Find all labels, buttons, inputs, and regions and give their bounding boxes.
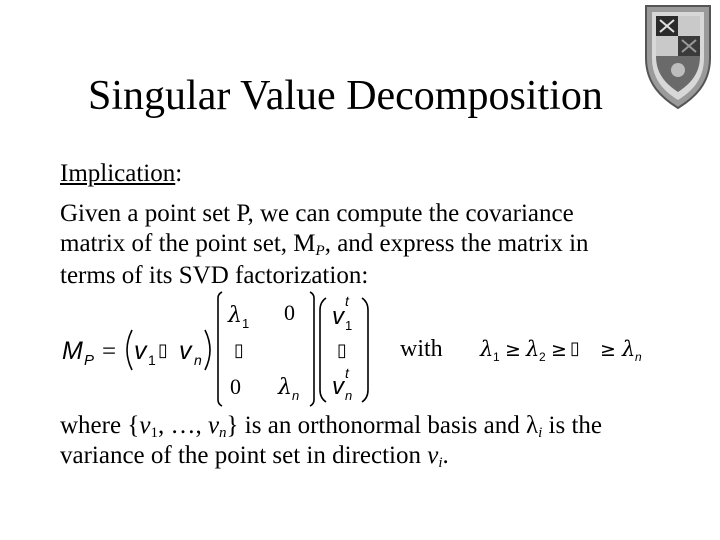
body-line-2-sub: P	[315, 243, 325, 259]
cond-lambda-n: λ	[622, 337, 636, 361]
sigma-left-bracket-bottom	[218, 400, 222, 406]
footer-line-2	[60, 440, 449, 479]
implication-heading-line	[60, 158, 182, 189]
vt-right-paren	[362, 298, 368, 402]
sigma-lambda-1-sub: 1	[242, 316, 250, 331]
geq-2: ≥	[551, 339, 567, 361]
vt-last: v	[332, 373, 344, 400]
lhs-var: M	[62, 337, 83, 365]
u-last-sub: n	[194, 352, 202, 368]
implication-heading: Implication	[60, 160, 176, 187]
vt-first: v	[332, 303, 344, 330]
body-line-2-pre: matrix of the point set, M	[60, 230, 316, 257]
footer-p1-vn-sub: n	[219, 425, 227, 441]
sigma-box: ▯	[234, 340, 244, 361]
footer-p1-d: is the	[542, 412, 603, 439]
sigma-right-bracket-top	[310, 292, 314, 298]
svd-equation	[62, 290, 662, 408]
u-first: v	[134, 337, 147, 365]
geq-1: ≥	[505, 339, 521, 361]
u-ellipsis-box: ▯	[158, 340, 168, 361]
vt-box: ▯	[337, 340, 347, 361]
body-line-3: terms of its SVD factorization:	[60, 262, 369, 289]
slide-title: Singular Value Decomposition	[88, 73, 603, 119]
vt-left-paren	[320, 298, 326, 402]
footer-p2-v-sub: i	[438, 455, 443, 471]
u-first-sub: 1	[148, 352, 156, 368]
cond-lambda-n-sub: n	[635, 350, 642, 364]
sigma-lambda-n: λ	[278, 375, 292, 400]
sigma-zero-bottom: 0	[230, 374, 241, 399]
equals-sign: =	[102, 338, 117, 365]
cond-lambda-1: λ	[480, 337, 494, 361]
vt-last-sub: n	[345, 388, 353, 403]
sigma-lambda-n-sub: n	[292, 388, 300, 403]
body-line-1: Given a point set P, we can compute the covariance	[60, 200, 574, 227]
footer-p2-a: variance of the point set in direction	[60, 442, 428, 469]
footer-p1-a: where {	[60, 412, 140, 439]
footer-p1-v1-sub: 1	[150, 425, 158, 441]
footer-p1-lam: λ	[526, 412, 539, 439]
body-line-2-post: , and express the matrix in	[324, 230, 589, 257]
vt-last-sup: t	[345, 365, 349, 381]
footer-p1-lam-sub: i	[538, 425, 543, 441]
cond-box: ▯	[570, 338, 580, 359]
with-word: with	[400, 336, 443, 362]
heading-colon: :	[175, 160, 183, 187]
vt-first-sup: t	[345, 293, 349, 309]
sigma-zero-top: 0	[284, 300, 295, 325]
u-left-paren	[127, 330, 132, 370]
lhs-sub: P	[84, 352, 95, 369]
cond-lambda-2-sub: 2	[539, 350, 546, 364]
u-last: v	[179, 337, 192, 365]
footer-p1-c: } is an orthonormal basis and	[226, 412, 526, 439]
cond-lambda-1-sub: 1	[493, 350, 500, 364]
university-seal-logo	[638, 0, 718, 112]
footer-p2-v: v	[427, 442, 439, 469]
sigma-right-bracket-bottom	[310, 400, 314, 406]
footer-p1-vn: v	[207, 412, 220, 439]
cond-lambda-2: λ	[526, 337, 540, 361]
footer-p1-b: , …,	[157, 412, 208, 439]
footer-p1-v1: v	[139, 412, 151, 439]
vt-first-sub: 1	[345, 318, 353, 333]
sigma-left-bracket-top	[218, 292, 222, 298]
u-right-paren	[205, 330, 210, 370]
footer-p2-b: .	[442, 442, 449, 469]
geq-3: ≥	[600, 339, 616, 361]
sigma-lambda-1: λ	[228, 303, 242, 328]
